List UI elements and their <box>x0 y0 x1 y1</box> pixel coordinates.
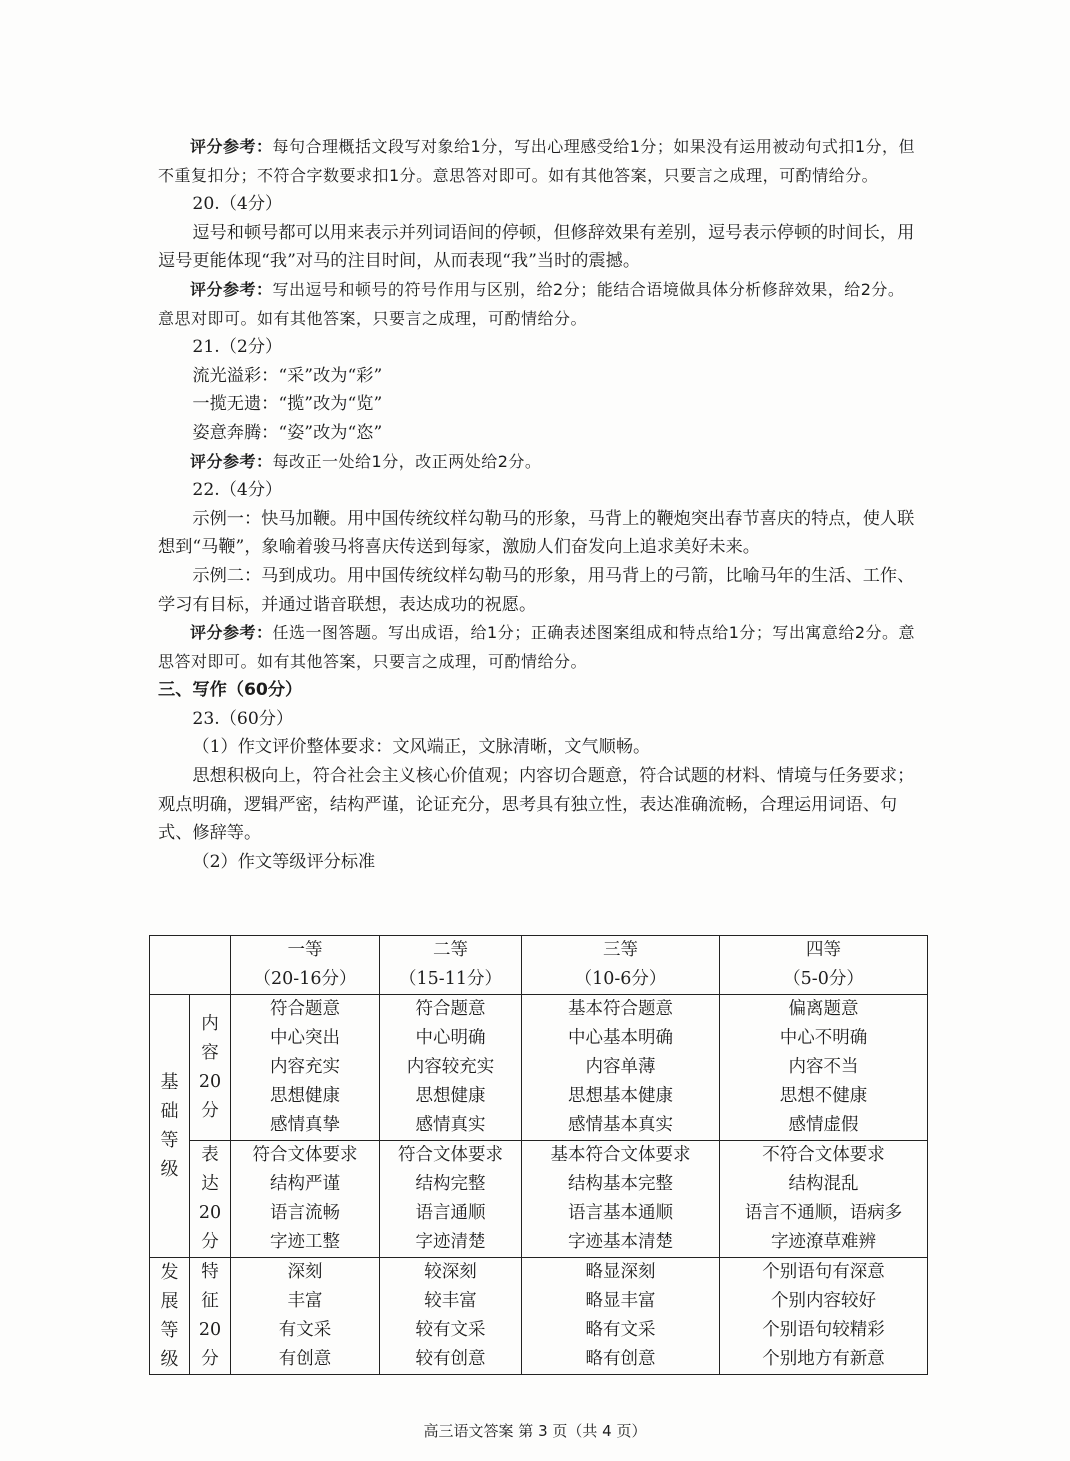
content-label: 内 容 20 分 <box>190 995 231 1141</box>
q23-heading: 23.（60分） <box>192 708 294 729</box>
table-header-row <box>150 936 928 995</box>
expression-grade-4: 不符合文体要求 结构混乱 语言不通顺，语病多 字迹潦草难辨 <box>720 1141 928 1258</box>
q23-req1: （1）作文评价整体要求：文风端正，文脉清晰，文气顺畅。 <box>192 737 651 758</box>
feature-label: 特 征 20 分 <box>190 1258 231 1375</box>
q23-req1-body: 思想积极向上，符合社会主义核心价值观；内容切合题意，符合试题的材料、情境与任务要求；观点明确，逻辑严密，结构严谨，论证充分，思考具有独立性，表达准确流畅，合理运用词语、句式、修辞等。 <box>158 766 915 844</box>
q23-req2: （2）作文等级评分标准 <box>192 851 376 872</box>
basic-level-label: 基 础 等 级 <box>150 995 190 1258</box>
expression-grade-3: 基本符合文体要求 结构基本完整 语言基本通顺 字迹基本清楚 <box>522 1141 720 1258</box>
q21-line-1: 流光溢彩：“采”改为“彩” <box>192 365 383 386</box>
q21-line-3: 姿意奔腾：“姿”改为“恣” <box>192 422 383 443</box>
feature-row <box>150 1258 928 1375</box>
q21-line-2: 一揽无遗：“揽”改为“览” <box>192 394 383 415</box>
content-row <box>150 995 928 1141</box>
q22-example-2: 示例二：马到成功。用中国传统纹样勾勒马的形象，用马背上的弓箭，比喻马年的生活、工作、学习有目标，并通过谐音联想，表达成功的祝愿。 <box>158 565 915 615</box>
feature-grade-2: 较深刻 较丰富 较有文采 较有创意 <box>380 1258 522 1375</box>
section-title: 三、写作（60分） <box>158 680 303 701</box>
ref-q21: 评分参考：每改正一处给1分，改正两处给2分。 <box>190 451 542 471</box>
ref-q22: 评分参考：任选一图答题。写出成语，给1分；正确表述图案组成和特点给1分；写出寓意给2分。意思答对即可。如有其他答案，只要言之成理，可酌情给分。 <box>158 623 916 671</box>
ref-q19: 评分参考：每句合理概括文段写对象给1分，写出心理感受给1分；如果没有运用被动句式扣1分，但不重复扣分；不符合字数要求扣1分。意思答对即可。如有其他答案，只要言之成理，可酌情给分。 <box>158 137 916 185</box>
grade-header-3: 三等 （10-6分） <box>522 936 720 995</box>
content-grade-1: 符合题意 中心突出 内容充实 思想健康 感情真挚 <box>231 995 380 1141</box>
content-grade-3: 基本符合题意 中心基本明确 内容单薄 思想基本健康 感情基本真实 <box>522 995 720 1141</box>
grading-table <box>149 935 928 1375</box>
q22-heading: 22.（4分） <box>192 480 283 501</box>
development-level-label: 发 展 等 级 <box>150 1258 190 1375</box>
expression-grade-1: 符合文体要求 结构严谨 语言流畅 字迹工整 <box>231 1141 380 1258</box>
feature-grade-3: 略显深刻 略显丰富 略有文采 略有创意 <box>522 1258 720 1375</box>
grade-header-1: 一等 （20-16分） <box>231 936 380 995</box>
content-grade-4: 偏离题意 中心不明确 内容不当 思想不健康 感情虚假 <box>720 995 928 1141</box>
expression-label: 表 达 20 分 <box>190 1141 231 1258</box>
watermark: ​ <box>428 676 442 685</box>
q20-answer: 逗号和顿号都可以用来表示并列词语间的停顿，但修辞效果有差别，逗号表示停顿的时间长，用逗号更能体现“我”对马的注目时间，从而表现“我”当时的震撼。 <box>158 222 915 272</box>
feature-grade-1: 深刻 丰富 有文采 有创意 <box>231 1258 380 1375</box>
grade-header-2: 二等 （15-11分） <box>380 936 522 995</box>
feature-grade-4: 个别语句有深意 个别内容较好 个别语句较精彩 个别地方有新意 <box>720 1258 928 1375</box>
ref-q20: 评分参考：写出逗号和顿号的符号作用与区别，给2分；能结合语境做具体分析修辞效果，给2分。意思对即可。如有其他答案，只要言之成理，可酌情给分。 <box>158 279 905 328</box>
expression-grade-2: 符合文体要求 结构完整 语言通顺 字迹清楚 <box>380 1141 522 1258</box>
content-grade-2: 符合题意 中心明确 内容较充实 思想健康 感情真实 <box>380 995 522 1141</box>
q20-heading: 20.（4分） <box>192 194 283 215</box>
answer-content <box>158 133 916 876</box>
q21-heading: 21.（2分） <box>192 337 283 358</box>
corner-cell <box>150 936 231 995</box>
expression-row <box>150 1141 928 1258</box>
page-footer: 高三语文答案 第 3 页（共 4 页） <box>423 1422 647 1440</box>
grade-header-4: 四等 （5-0分） <box>720 936 928 995</box>
q22-example-1: 示例一：快马加鞭。用中国传统纹样勾勒马的形象，马背上的鞭炮突出春节喜庆的特点，使人联想到“马鞭”，象喻着骏马将喜庆传送到每家，激励人们奋发向上追求美好未来。 <box>158 508 915 558</box>
